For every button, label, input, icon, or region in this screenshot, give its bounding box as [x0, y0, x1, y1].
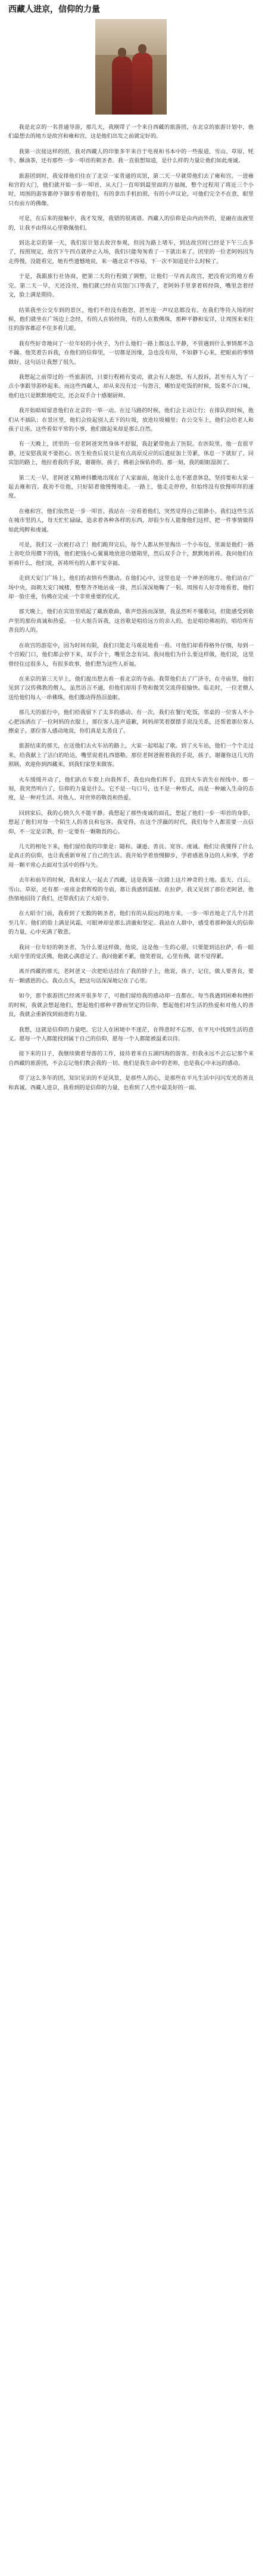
article-title: 西藏人进京，信仰的力量 [8, 5, 100, 14]
article-paragraph: 我问一位年轻的朝圣者，为什么要这样做，他说，这是他一生的心愿，只要能到达拉萨，看一眼大昭寺里的觉沃佛，他就心满意足了。我问他累不累，他笑着说，心里有佛，就不觉得累。 [8, 944, 254, 960]
article-paragraph: 带了这么多年的团，知识见识的不是风景，是那些人的心，是那些在平凡生活中闪闪发光的善良和真诚。西藏人进京，我看到的是信仰的力量，也看到了人性中最美好的一面。 [8, 1075, 254, 1091]
article-paragraph: 去年和前年的时候，我和家人一起去了西藏，这是我第一次踏上这片神奇的土地。蓝天、白云、雪山、草原，还有那一座座金碧辉煌的寺庙，都让我感到震撼。在拉萨，我又见到了那位老阿爸，他热情地招待了我们，还带我们去了大昭寺。 [8, 877, 254, 903]
article-paragraph: 结果我坐公交车到的景区，他们不但没有抱怨，甚至连一声叹息都没有。在我们等待入场的时候，他们就坐在广场边上念经，有的人在转经筒，有的人在数佛珠，那种平静和安详，让周围来来往往的游客都忍不住多看几眼。 [8, 307, 254, 332]
article-paragraph: 在来京的第三天早上，他们提出想去看一看北京的寺庙。我带他们去了广济寺，在寺庙里，他们见到了汉传佛教的僧人，虽然语言不通，但他们却用手势和微笑交流得很愉快。临走时，一位老僧人送给他们每人一串佛珠，他们激动得热泪盈眶。 [8, 675, 254, 701]
article-paragraph: 那天晚上，他们在宾馆里唱起了藏族歌曲，歌声悠扬而深情，我虽然听不懂歌词，但能感受到歌声里的那份真诚和热爱。一位大姐告诉我，这首歌是唱给远方的亲人的，也是唱给佛祖的，唱给所有善良的人的。 [8, 609, 254, 634]
article-paragraph: 我想起之前带过的一些旅游团，只要行程稍有变动，就会有人抱怨，有人投诉，甚至有人为了一点小事跟导游吵起来。而这些西藏人，却从来没有过一句怨言，哪怕是吃饭的时候，饭菜不合口味，他们也只是默默地吃完，还会双手合十感谢厨师。 [8, 373, 254, 399]
article-paragraph: 可是，在后来的接触中，我才发现，我错的很离谱。西藏人的信仰是由内而外的，是融在血液里的，让我不由得从心里敬佩他们。 [8, 215, 254, 231]
article-paragraph: 到达北京的第一天，我们原计划去故宫参观，但因为路上堵车，到达故宫时已经是下午三点多了，按照规定，故宫下午四点就停止入场，我们只能匆匆看了一下就出来了。团里的一位老阿妈因为走得慢，没能看完，她有些遗憾地说，来一趟北京不容易，下一次不知道是什么时候了。 [8, 240, 254, 265]
article-paragraph: 如今，那个旅游团已经离开很多年了，可他们留给我的感动却一直都在。每当我遇到困难和挫折的时候，我就会想起他们，想起他们那种平静而坚定的信仰，想起他们对生活的热爱和对他人的善良，我就会重新找到前进的力量。 [8, 993, 254, 1018]
article-body [8, 123, 254, 1092]
article-paragraph: 我第一次接这样的团，我对西藏人的印象多半来自于电视和书本中的一些报道，雪山、草原、牦牛、酥油茶，还有那些一步一叩首的朝圣者。我一直很想知道，是什么样的力量让他们如此虔诚。 [8, 148, 254, 165]
monk-figure-right [132, 52, 152, 115]
article-paragraph: 旅游团到时，我安排他们住在了北京一家普通的宾馆，第二天一早就带他们去了雍和宫。一进雍和宫的大门，他们就开始一步一叩首，从大门一直叩到最里面的万福阁，整个过程用了将近三个小时，周围的游客都停下脚步看着他们，有的拿出手机拍照，有的小声议论，可他们完全不在意，眼里只有前方的佛像。 [8, 172, 254, 207]
article-paragraph: 我开始暗暗留意他们在北京的一举一动。在过马路的时候，他们会主动让行；在排队的时候，他们从不插队；在景区里，他们会捡起别人丢下的垃圾，放进垃圾桶里；在公交车上，他们会给老人和孩子让座。这些看似平常的小事，他们做起来却是那么自然。 [8, 407, 254, 433]
monk-figure-left [112, 56, 132, 115]
article-paragraph: 在大昭寺门前，我看到了无数的朝圣者，他们有的从很远的地方来，一步一叩首地走了几个月甚至几年。他们的脸上满是风霜，可眼神却是那么清澈和坚定。我站在人群中，感受着那种强大的信仰的力量，心中充满了敬意。 [8, 910, 254, 936]
article-paragraph: 可是，我们又一次被打动了！他们跪拜完后，每个人都从怀里掏出一个小布包，里面是他们一路上省吃俭用攒下的钱，他们把钱小心翼翼地放进功德箱里，然后双手合十，默默地祈祷。我问他们在祈祷什么，他们说，祈祷所有的人都平安幸福。 [8, 542, 254, 567]
article-paragraph: 于是，我跟旅行社协商，把第二天的行程做了调整，让他们一早再去故宫，把没看完的地方看完。第二天一早，天还没亮，他们就已经在宾馆门口等我了，老阿妈手里拿着转经筒，嘴里念着经文，脸上满是期待。 [8, 273, 254, 299]
article-paragraph: 走到天安门广场上，他们的表情有些激动。在他们心中，这里也是一个神圣的地方。他们站在广场中央，面朝天安门城楼，整整齐齐地站成一排，然后深深地鞠了一躬。周围有人好奇地看着，他们却一脸庄重，仿佛在完成一个非常重要的仪式。 [8, 575, 254, 601]
photo-background-wall [95, 19, 167, 55]
article-paragraph: 第二天一早，老阿爸又精神抖擞地出现在了大家面前，他说什么也不愿意休息，坚持要和大家一起去雍和宫。我劝不住他，只好陪着他慢慢地走。一路上，他走走停停，但始终没有放慢叩拜的速度。 [8, 474, 254, 500]
article-paragraph: 旅游结束的那天，在送他们去火车站的路上，大家一起唱起了歌。到了火车站，他们一个个走过来，给我献上了洁白的哈达，嘴里说着扎西德勒。那位老阿爸握着我的手说，孩子，谢谢你这几天的照顾，欢迎你到西藏来，到我们家里来做客。 [8, 743, 254, 768]
article-photo [95, 19, 167, 115]
article-paragraph: 我有些好奇地问了一位年轻的小伙子，为什么他们一路上都这么平静，不管遇到什么事情都不急不躁。他笑着告诉我，在他们的信仰里，一切都是因缘，急也没有用，不如静下心来，把眼前的事情做好。这句话让我想了很久。 [8, 340, 254, 366]
article-paragraph: 火车缓缓开动了，他们趴在车窗上向我挥手，我也向他们挥手，直到火车消失在视线中。那一刻，我突然明白了，信仰的力量是什么。它不是一句口号，也不是一种形式，而是一种融入生命的态度，是一种对生活、对他人、对世界的敬畏和热爱。 [8, 776, 254, 802]
article-paragraph: 那几天的旅行中，他们给我留下了太多的感动。有一次，我们在餐厅吃饭，邻桌的一位客人不小心把汤洒在了一位阿妈的衣服上，那位客人连声道歉，阿妈却笑着摆摆手说没关系，还帮着那位客人擦桌子。那位客人感动地说，你们真是太善良了。 [8, 709, 254, 734]
article-paragraph: 几天的相处下来，他们留给我的印象是：随和、谦逊、善良、宽容、虔诚。他们让我懂得了什么是真正的信仰，也让我重新审视了自己的生活。我开始学着放慢脚步，学着感恩身边的人和事，学着用一颗平常心去面对生活中的得与失。 [8, 844, 254, 869]
article-paragraph: 我是北京的一名普通导游，那几天，我刚带了一个来自西藏的旅游团，在北京的旅游计划中，他们最想去的地方是故宫和雍和宫，这是他们出发之前就定好的。 [8, 124, 254, 140]
article-paragraph: 接下来的日子，我继续做着导游的工作，接待着来自五湖四海的游客。但我永远不会忘记那个来自西藏的旅游团，不会忘记他们教会我的一切。他们是我生命中的老师，也是我心中永远的感动。 [8, 1051, 254, 1067]
monk-head-right [138, 44, 146, 54]
article-paragraph: 在故宫的游览中，因为时间有限，我们只能走马观花地看一看。可他们却看得格外仔细，每到一个宫殿门口，他们都会停下来，双手合十，嘴里念念有词。我问他们为什么要这样做，他们说，这里曾经住过很多人，有很多故事，他们想为这些人祈福。 [8, 642, 254, 668]
article-paragraph: 回到家后，我的心情久久不能平静。我想起了那些虔诚的面孔，想起了他们一步一叩首的身影，想起了他们对每一个陌生人的善良和包容。我觉得，在这个浮躁的时代，我们每个人都需要一点信仰，不一定是宗教，但一定要有一颗敬畏的心。 [8, 810, 254, 835]
article-paragraph: 在雍和宫，他们依然是一步一叩首。我站在一旁看着他们，突然觉得自己很渺小。我们这些生活在城市里的人，每天忙忙碌碌，追求着各种各样的东西，却很少有人能像他们这样，把一件事情做得如此纯粹和虔诚。 [8, 508, 254, 533]
article-paragraph: 有一天晚上，团里的一位老阿爸突然身体不舒服，我赶紧带他去了医院。在医院里，他一直很平静，还安慰我说不要担心。医生检查后说只是有点高原反应的后遗症加上劳累，休息一下就好了。回宾馆的路上，他拉着我的手说，谢谢你，孩子，佛祖会保佑你的。那一刻，我的眼眶湿润了。 [8, 441, 254, 467]
article-paragraph: 我想，这就是信仰的力量吧。它让人在困境中不迷茫，在得意时不忘形，在平凡中找到生活的意义。愿每一个人都能找到属于自己的信仰，愿每一个人都能被温柔以待。 [8, 1026, 254, 1042]
monk-head-left [118, 48, 126, 57]
article-paragraph: 离开西藏的那天，老阿爸又一次把哈达挂在了我的脖子上，他说，孩子，记住，做人要善良，要有一颗感恩的心。我点点头，把这句话深深地记在了心里。 [8, 968, 254, 984]
